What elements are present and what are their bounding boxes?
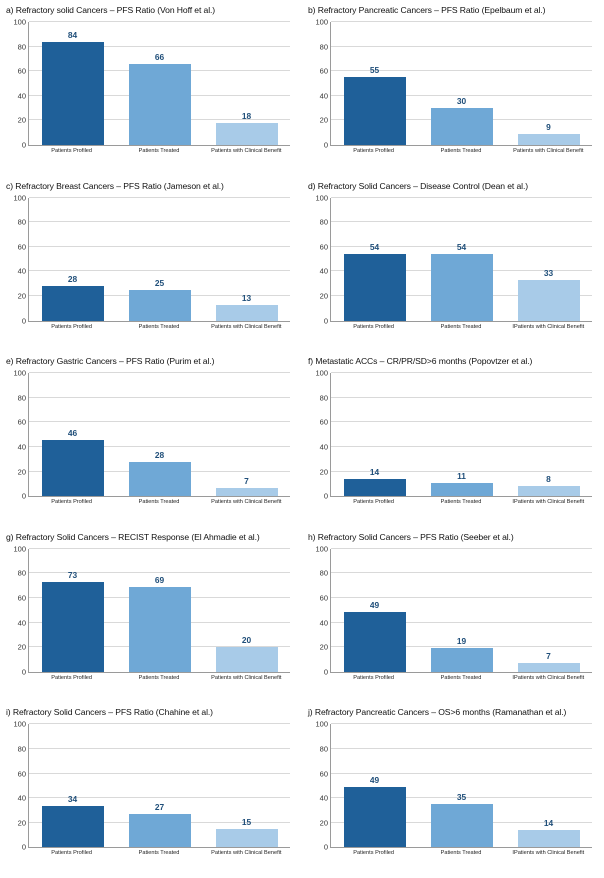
bar-slot <box>331 724 417 847</box>
y-axis-tick-label: 100 <box>13 17 26 27</box>
bar-slot <box>331 198 417 321</box>
bar-value-label: 55 <box>369 65 380 76</box>
bar-slot <box>505 549 591 672</box>
chart-panel-h <box>302 527 604 703</box>
bar-slot <box>203 724 289 847</box>
y-axis-tick-label: 0 <box>21 667 26 677</box>
y-axis-tick-label: 40 <box>17 442 26 452</box>
bar <box>518 663 580 672</box>
x-axis-labels-h <box>330 675 592 689</box>
x-axis-tick-label: Patients Treated <box>138 674 180 681</box>
y-axis-tick-label: 20 <box>319 818 328 828</box>
bar-slot <box>203 22 289 145</box>
y-axis-tick-label: 40 <box>319 442 328 452</box>
bar <box>518 280 580 321</box>
y-axis-tick-label: 40 <box>17 91 26 101</box>
bar <box>216 829 278 847</box>
bar-value-label: 28 <box>67 274 78 285</box>
plot-area-e <box>13 368 290 501</box>
x-axis-tick-label: Patients with Clinical Benefit <box>211 850 282 857</box>
bar-value-label: 15 <box>241 816 252 827</box>
bar-series-d <box>331 198 592 321</box>
x-axis-tick-label: Patients Treated <box>440 674 482 681</box>
x-axis-labels-i <box>28 850 290 864</box>
bar-value-label: 49 <box>369 599 380 610</box>
x-axis-tick-label: Patients Profiled <box>353 850 395 857</box>
bar-slot <box>418 373 504 496</box>
y-axis-tick-label: 0 <box>323 316 328 326</box>
bar-value-label: 54 <box>456 242 467 253</box>
y-axis-tick-label: 60 <box>17 66 26 76</box>
bar-value-label: 7 <box>244 475 249 486</box>
bar-value-label: 9 <box>546 121 551 132</box>
y-axis-tick-label: 40 <box>319 618 328 628</box>
bar <box>431 648 493 671</box>
bar-slot <box>29 373 115 496</box>
chart-title-b: b) Refractory Pancreatic Cancers – PFS Ratio (Epelbaum et al.) <box>308 5 546 15</box>
bar-value-label: 11 <box>457 470 466 481</box>
y-axis-tick-label: 20 <box>17 291 26 301</box>
x-axis-tick-label: Patients Profiled <box>353 148 395 154</box>
y-axis-tick-label: 60 <box>319 242 328 252</box>
y-axis-tick-label: 20 <box>17 115 26 125</box>
y-axis-tick-label: 40 <box>17 793 26 803</box>
bar-slot <box>116 724 202 847</box>
bar-value-label: 14 <box>369 466 380 477</box>
plot-area-g <box>13 544 290 677</box>
bar-value-label: 84 <box>67 29 78 40</box>
chart-panel-j <box>302 702 604 878</box>
bar-slot <box>505 198 591 321</box>
y-axis-tick-label: 100 <box>13 368 26 378</box>
bar <box>129 814 191 847</box>
plot-area-d <box>315 193 592 326</box>
y-axis-tick-label: 100 <box>13 719 26 729</box>
y-axis-tick-label: 0 <box>21 842 26 852</box>
bar <box>518 486 580 496</box>
bar-slot <box>418 549 504 672</box>
bar-value-label: 19 <box>456 636 467 647</box>
y-axis-tick-label: 60 <box>319 769 328 779</box>
y-axis-tick-label: 60 <box>17 593 26 603</box>
y-axis-tick-label: 60 <box>319 593 328 603</box>
bar <box>431 108 493 145</box>
bar <box>518 134 580 145</box>
x-axis-labels-d <box>330 324 592 338</box>
bar-slot <box>418 22 504 145</box>
x-axis-tick-label: Patients Treated <box>138 850 180 857</box>
bar <box>129 462 191 496</box>
bar <box>431 254 493 320</box>
y-axis-tick-label: 20 <box>319 115 328 125</box>
y-axis-tick-label: 0 <box>21 140 26 150</box>
y-axis-tick-label: 20 <box>17 642 26 652</box>
plot-area-j <box>315 719 592 852</box>
x-axis-tick-label: Patients with Clinical Benefit <box>513 148 584 154</box>
bar-slot <box>203 198 289 321</box>
bar-series-e <box>29 373 290 496</box>
x-axis-tick-label: Patients with Clinical Benefit <box>211 148 282 154</box>
bar-slot <box>505 373 591 496</box>
y-axis-tick-label: 80 <box>17 568 26 578</box>
plot-wrap-j <box>308 720 598 868</box>
plot-wrap-a <box>6 18 296 166</box>
bar <box>431 804 493 847</box>
bar <box>42 286 104 320</box>
x-axis-labels-a <box>28 148 290 162</box>
x-axis-tick-label: Patients Profiled <box>353 674 395 681</box>
bar <box>344 612 406 672</box>
x-axis-labels-e <box>28 499 290 513</box>
bar-value-label: 7 <box>546 651 551 662</box>
x-axis-tick-label: Patients Profiled <box>51 323 93 330</box>
x-axis-labels-b <box>330 148 592 162</box>
bar-value-label: 69 <box>154 574 165 585</box>
chart-title-e: e) Refractory Gastric Cancers – PFS Ratio (Purim et al.) <box>6 356 215 367</box>
y-axis-tick-label: 0 <box>323 491 328 501</box>
plot-wrap-b <box>308 18 598 166</box>
x-axis-tick-label: Patients Profiled <box>51 674 93 681</box>
y-axis-tick-label: 100 <box>13 544 26 554</box>
bar-value-label: 14 <box>543 818 554 829</box>
bar-slot <box>29 549 115 672</box>
x-axis-tick-label: Patients Profiled <box>353 499 395 506</box>
bar <box>344 254 406 320</box>
y-axis-tick-label: 80 <box>17 42 26 52</box>
x-axis-tick-label: Patients with Clinical Benefit <box>211 674 282 681</box>
bar <box>216 123 278 145</box>
y-axis-tick-label: 80 <box>17 744 26 754</box>
bar-series-h <box>331 549 592 672</box>
bar <box>216 647 278 672</box>
bar-value-label: 8 <box>546 474 551 485</box>
bar-series-b <box>331 22 592 145</box>
y-axis-tick-label: 0 <box>323 140 328 150</box>
plot-area-b <box>315 17 592 150</box>
y-axis-tick-label: 0 <box>21 316 26 326</box>
bar-slot <box>505 22 591 145</box>
chart-title-d: d) Refractory Solid Cancers – Disease Control (Dean et al.) <box>308 180 529 191</box>
y-axis-tick-label: 40 <box>17 618 26 628</box>
bar-slot <box>29 22 115 145</box>
y-axis-tick-label: 40 <box>319 793 328 803</box>
bar-value-label: 18 <box>241 110 252 121</box>
chart-panel-c <box>0 176 302 352</box>
chart-title-j: j) Refractory Pancreatic Cancers – OS>6 months (Ramanathan et al.) <box>308 707 567 718</box>
chart-title-g: g) Refractory Solid Cancers – RECIST Response (El Ahmadie et al.) <box>6 531 260 542</box>
y-axis-tick-label: 100 <box>315 368 328 378</box>
bar-slot <box>203 373 289 496</box>
bar <box>344 787 406 847</box>
chart-panel-a <box>0 0 302 176</box>
x-axis-tick-label: Patients Treated <box>440 323 482 330</box>
chart-panel-d <box>302 176 604 352</box>
y-axis-tick-label: 100 <box>315 719 328 729</box>
x-axis-tick-label: Patients Treated <box>440 499 482 506</box>
y-axis-tick-label: 80 <box>319 393 328 403</box>
x-axis-labels-g <box>28 675 290 689</box>
x-axis-tick-label: IPatients with Clinical Benefit <box>512 499 585 506</box>
y-axis-tick-label: 0 <box>21 491 26 501</box>
y-axis-tick-label: 80 <box>319 568 328 578</box>
bar <box>518 830 580 847</box>
x-axis-labels-c <box>28 324 290 338</box>
chart-panel-g <box>0 527 302 703</box>
bar <box>431 483 493 497</box>
bar-series-a <box>29 22 290 145</box>
plot-wrap-h <box>308 545 598 693</box>
bar-value-label: 46 <box>67 427 78 438</box>
bar-slot <box>29 198 115 321</box>
bar <box>42 582 104 672</box>
bar <box>216 305 278 321</box>
bar-value-label: 33 <box>543 268 554 279</box>
bar-value-label: 34 <box>67 793 78 804</box>
chart-title-c: c) Refractory Breast Cancers – PFS Ratio (Jameson et al.) <box>6 180 224 191</box>
bar <box>42 42 104 145</box>
y-axis-tick-label: 40 <box>319 91 328 101</box>
plot-wrap-g <box>6 545 296 693</box>
y-axis-tick-label: 60 <box>17 769 26 779</box>
bar <box>129 64 191 145</box>
chart-title-h: h) Refractory Solid Cancers – PFS Ratio (Seeber et al.) <box>308 531 514 542</box>
plot-wrap-c <box>6 194 296 342</box>
chart-title-i: i) Refractory Solid Cancers – PFS Ratio (Chahine et al.) <box>6 707 213 718</box>
plot-area-a <box>13 17 290 150</box>
x-axis-tick-label: Patients with Clinical Benefit <box>211 499 282 506</box>
bar <box>42 440 104 497</box>
y-axis-tick-label: 60 <box>17 417 26 427</box>
y-axis-tick-label: 40 <box>17 266 26 276</box>
plot-wrap-f <box>308 369 598 517</box>
x-axis-tick-label: IPatients with Clinical Benefit <box>512 323 585 330</box>
y-axis-tick-label: 80 <box>319 217 328 227</box>
x-axis-tick-label: IPatients with Clinical Benefit <box>512 674 585 681</box>
x-axis-tick-label: Patients Profiled <box>51 499 93 506</box>
bar-slot <box>331 22 417 145</box>
bar-series-c <box>29 198 290 321</box>
x-axis-tick-label: Patients Treated <box>138 499 180 506</box>
bar <box>344 479 406 496</box>
y-axis-tick-label: 20 <box>17 467 26 477</box>
y-axis-tick-label: 20 <box>319 467 328 477</box>
bar-slot <box>29 724 115 847</box>
y-axis-tick-label: 60 <box>17 242 26 252</box>
x-axis-tick-label: Patients Treated <box>138 323 180 330</box>
y-axis-tick-label: 60 <box>319 66 328 76</box>
bar <box>129 290 191 321</box>
bar <box>129 587 191 672</box>
bar-series-j <box>331 724 592 847</box>
x-axis-tick-label: Patients Treated <box>440 850 482 857</box>
plot-area-h <box>315 544 592 677</box>
y-axis-tick-label: 60 <box>319 417 328 427</box>
bar-slot <box>116 22 202 145</box>
x-axis-tick-label: Patients Profiled <box>353 323 395 330</box>
bar-value-label: 13 <box>241 292 252 303</box>
bar-value-label: 30 <box>456 96 467 107</box>
y-axis-tick-label: 80 <box>319 744 328 754</box>
plot-wrap-e <box>6 369 296 517</box>
bar-series-i <box>29 724 290 847</box>
plot-area-c <box>13 193 290 326</box>
bar-slot <box>505 724 591 847</box>
y-axis-tick-label: 0 <box>323 842 328 852</box>
bar-value-label: 27 <box>154 802 165 813</box>
bar-slot <box>418 724 504 847</box>
y-axis-tick-label: 20 <box>17 818 26 828</box>
chart-title-f: f) Metastatic ACCs – CR/PR/SD>6 months (Popovtzer et al.) <box>308 356 533 367</box>
plot-wrap-i <box>6 720 296 868</box>
bar-value-label: 25 <box>154 277 165 288</box>
chart-panel-e <box>0 351 302 527</box>
y-axis-tick-label: 80 <box>319 42 328 52</box>
y-axis-tick-label: 100 <box>315 544 328 554</box>
x-axis-tick-label: Patients Profiled <box>51 850 93 857</box>
bar-series-g <box>29 549 290 672</box>
y-axis-tick-label: 20 <box>319 642 328 652</box>
y-axis-tick-label: 100 <box>13 193 26 203</box>
bar-value-label: 73 <box>67 570 78 580</box>
bar <box>216 488 278 497</box>
bar-value-label: 28 <box>154 449 165 460</box>
bar <box>344 77 406 145</box>
plot-wrap-d <box>308 194 598 342</box>
x-axis-tick-label: Patients Treated <box>138 148 180 154</box>
chart-panel-i <box>0 702 302 878</box>
y-axis-tick-label: 100 <box>315 193 328 203</box>
y-axis-tick-label: 20 <box>319 291 328 301</box>
bar-slot <box>418 198 504 321</box>
x-axis-tick-label: Patients with Clinical Benefit <box>211 323 282 330</box>
y-axis-tick-label: 80 <box>17 393 26 403</box>
chart-panel-b <box>302 0 604 176</box>
x-axis-tick-label: IPatients with Clinical Benefit <box>512 850 585 857</box>
bar-series-f <box>331 373 592 496</box>
bar-value-label: 20 <box>241 635 252 646</box>
plot-area-i <box>13 719 290 852</box>
y-axis-tick-label: 100 <box>315 17 328 27</box>
chart-panel-f <box>302 351 604 527</box>
bar-slot <box>203 549 289 672</box>
x-axis-tick-label: Patients Treated <box>440 148 482 154</box>
bar-slot <box>116 198 202 321</box>
bar-value-label: 49 <box>369 775 380 786</box>
bar-slot <box>116 549 202 672</box>
y-axis-tick-label: 0 <box>323 667 328 677</box>
y-axis-tick-label: 40 <box>319 266 328 276</box>
bar <box>42 806 104 848</box>
bar-slot <box>116 373 202 496</box>
bar-value-label: 66 <box>154 51 165 62</box>
bar-value-label: 35 <box>456 792 467 803</box>
bar-slot <box>331 373 417 496</box>
x-axis-labels-f <box>330 499 592 513</box>
y-axis-tick-label: 80 <box>17 217 26 227</box>
plot-area-f <box>315 368 592 501</box>
chart-title-a: a) Refractory solid Cancers – PFS Ratio (Von Hoff et al.) <box>6 5 216 15</box>
bar-value-label: 54 <box>369 242 380 253</box>
bar-slot <box>331 549 417 672</box>
x-axis-labels-j <box>330 850 592 864</box>
x-axis-tick-label: Patients Profiled <box>51 148 93 154</box>
